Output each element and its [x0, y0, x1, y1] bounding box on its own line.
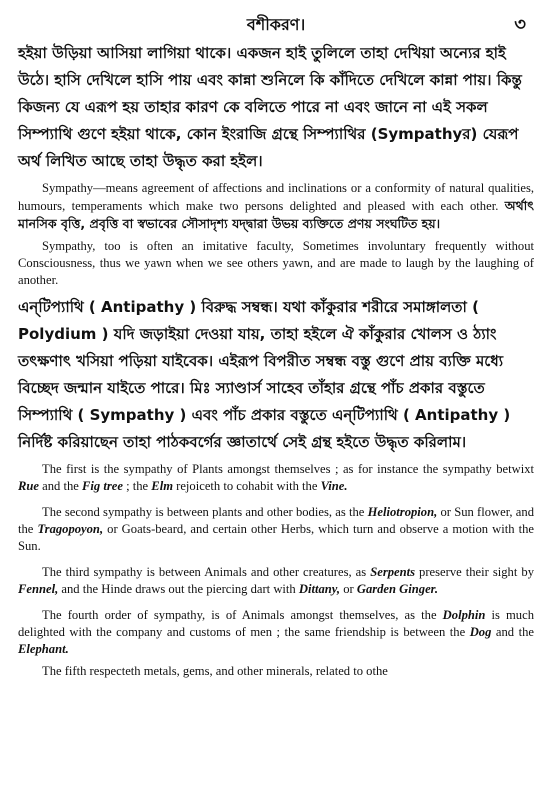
italic-term: Elm [151, 479, 173, 493]
italic-term: Serpents [370, 565, 416, 579]
italic-term: Elephant. [18, 642, 69, 656]
running-head: বশীকরণ। [246, 15, 306, 34]
page-header [18, 6, 534, 40]
italic-term: Dolphin [442, 608, 486, 622]
text-span: is much delighted with the company and customs of men ; the same friendship is between the [18, 608, 534, 639]
text-span: The first is the sympathy of Plants amongst themselves ; as for instance the sympathy betwixt [42, 462, 534, 476]
text-span: ; the [122, 479, 152, 493]
text-span: or Goats-beard, and certain other Herbs, which turn and observe a motion with the Sun. [18, 522, 534, 553]
sympathy-definition-paragraph [18, 180, 534, 233]
fifth-sympathy-paragraph: The fifth respecteth metals, gems, and other minerals, related to othe [42, 664, 388, 678]
text-span: and the [491, 625, 535, 639]
page-number: ৩ [514, 14, 526, 35]
bengali-paragraph-1: হইয়া উড়িয়া আসিয়া লাগিয়া থাকে। একজন হাই তুলিলে তাহা দেখিয়া অন্যের হাই উঠে। হাসি দেখিলে হাসি পায় এবং কান্না শুনিলে কি কাঁদিতে দেখিলে কান্না পায়। কিন্তু কিজন্য যে এরূপ হয় তাহার কারণ কে বলিতে পারে না এবং জানে না এই সকল সিম্প্যাথি গুণে হইয়া থাকে, কোন ইংরাজি গ্রন্থে সিম্প্যাথির (Sympathyর) যেরূপ অর্থ লিখিত আছে তাহা উদ্ধৃত করা হইল। [18, 44, 522, 170]
italic-term: Vine. [320, 479, 348, 493]
text-span: preserve their sight by [415, 565, 534, 579]
italic-term: Fig tree [82, 479, 123, 493]
italic-term: Garden Ginger. [356, 582, 439, 596]
italic-term: Dog [469, 625, 492, 639]
italic-term: Dittany, [298, 582, 341, 596]
third-sympathy-paragraph [18, 564, 534, 598]
sympathy-definition-english: Sympathy—means agreement of affections and inclinations or a conformity of natural qualities, humours, temperaments which make two persons delighted and pleased with each other. [18, 181, 534, 213]
text-span: or Sun flower, and the [18, 505, 534, 536]
italic-term: Tragopoyon, [37, 522, 104, 536]
text-span: rejoiceth to cohabit with the [173, 479, 321, 493]
text-span: or [340, 582, 357, 596]
second-sympathy-paragraph [18, 504, 534, 555]
first-sympathy-paragraph [18, 461, 534, 495]
italic-term: Heliotropion, [367, 505, 438, 519]
sympathy-definition-bengali: অর্থাৎ মানসিক বৃত্তি, প্রবৃত্তি বা স্বভাবের সৌসাদৃশ্য যদ্দ্বারা উভয় ব্যক্তিতে প্রণয় সংঘটিত হয়। [18, 198, 534, 231]
text-span: The fourth order of sympathy, is of Animals amongst themselves, as the [42, 608, 443, 622]
text-span: The second sympathy is between plants and other bodies, as the [42, 505, 368, 519]
imitative-faculty-paragraph: Sympathy, too is often an imitative faculty, Sometimes involuntary frequently without Consciousness, thus we yawn when we see others yawn, and are made to laugh by the laughing of another. [18, 239, 534, 287]
italic-term: Fennel, [18, 582, 59, 596]
antipathy-paragraph: এন্‌টিপ্যাথি ( Antipathy ) বিরুদ্ধ সম্বন্ধ। যথা কাঁকুরার শরীরে সমাঙ্গালতা ( Polydium ) যদি জড়াইয়া দেওয়া যায়, তাহা হইলে ঐ কাঁকুরার খোলস ও ঠ্যাং তৎক্ষণাৎ খসিয়া পড়িয়া যাইবেক। এইরূপ বিপরীত সম্বন্ধ বস্তু গুণে প্রায় ব্যক্তি মধ্যে বিচ্ছেদ জন্মান যাইতে পারে। মিঃ স্যাণ্ডার্স সাহেব তাঁহার গ্রন্থে পাঁচ প্রকার বস্তুতে সিম্প্যাথি ( Sympathy ) এবং পাঁচ প্রকার বস্তুতে এন্‌টিপ্যাথি ( Antipathy ) নির্দিষ্ট করিয়াছেন তাহা পাঠকবর্গের জ্ঞাতার্থে সেই গ্রন্থ হইতে উদ্ধৃত করিলাম। [18, 298, 511, 451]
text-span: and the [39, 479, 83, 493]
text-span: The third sympathy is between Animals and other creatures, as [42, 565, 371, 579]
fourth-sympathy-paragraph [18, 607, 534, 658]
text-span: and the Hinde draws out the piercing dart with [58, 582, 299, 596]
italic-term: Rue [18, 479, 39, 493]
